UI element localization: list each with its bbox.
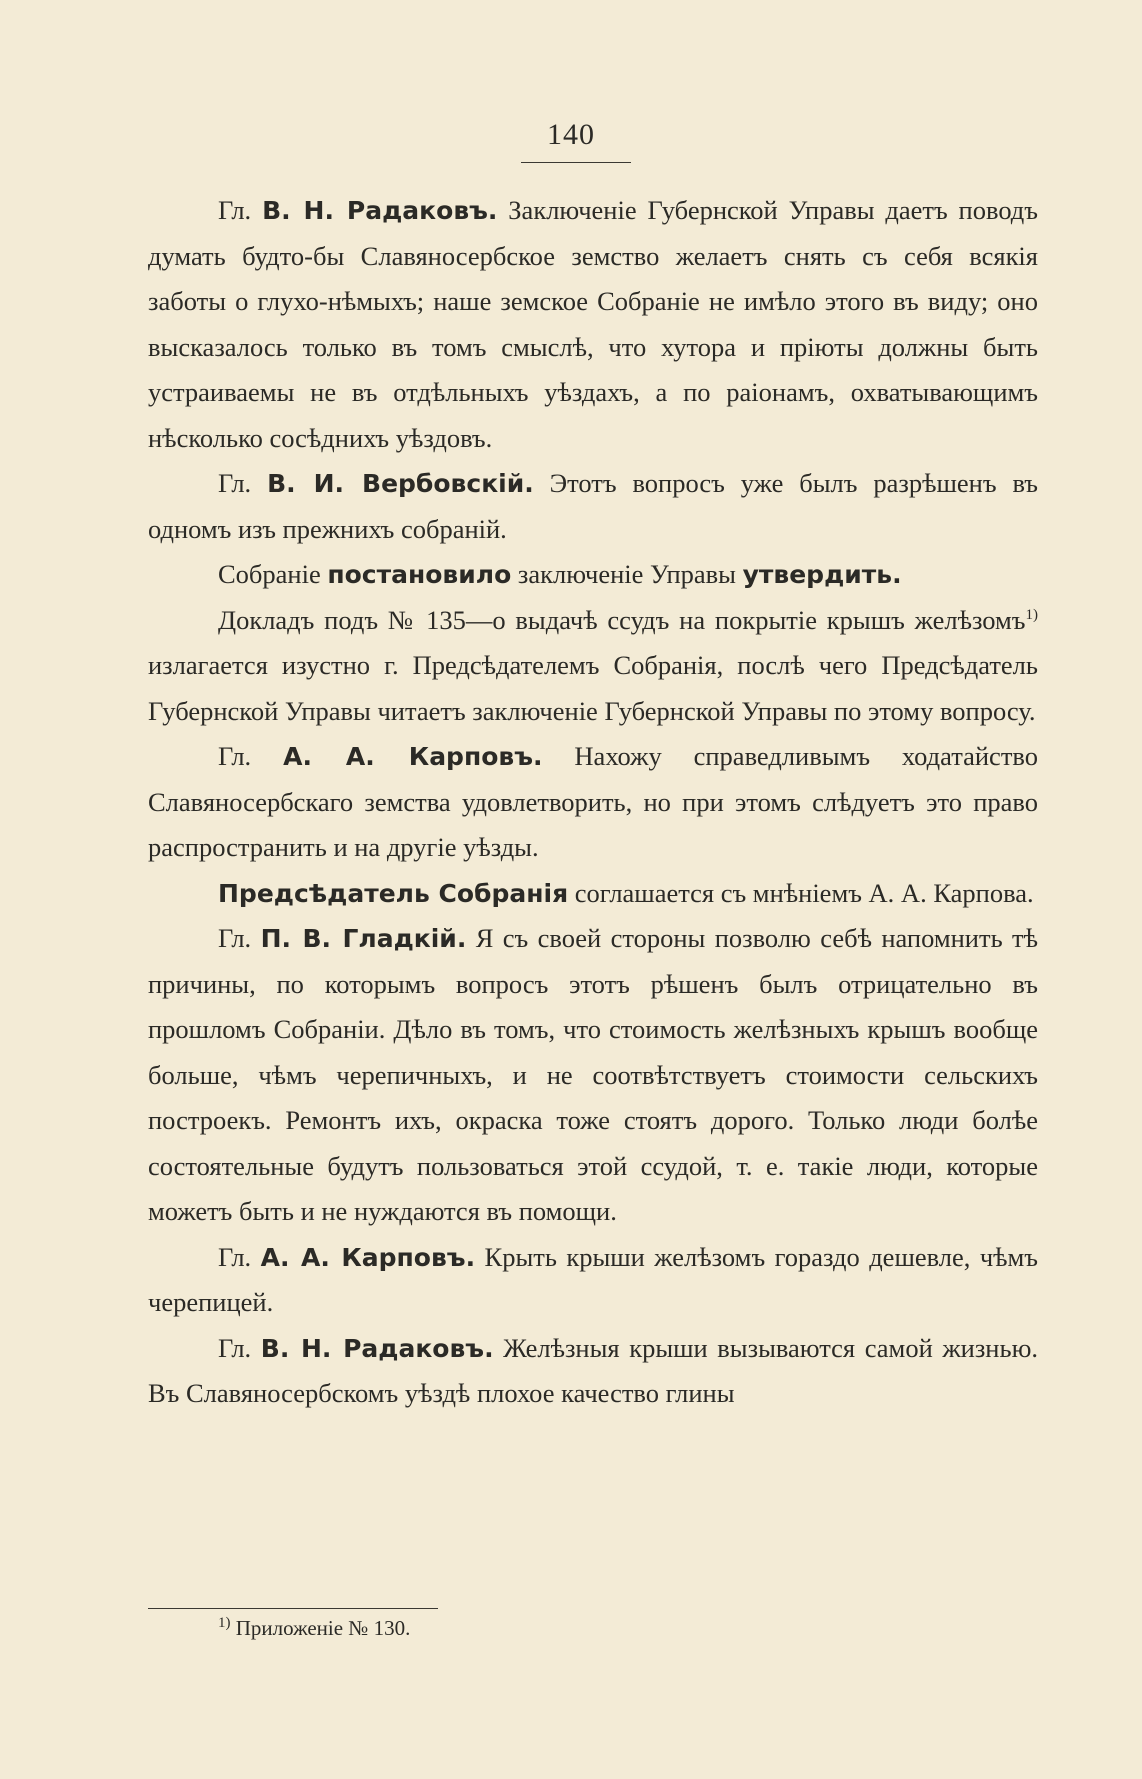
paragraph-text: Заключеніе Губернской Управы даетъ поводъ думать будто-бы Славяносербское земство желаетъ снять съ себя всякія заботы о глухо-нѣмыхъ; наше земское Собраніе не имѣло этого въ виду; оно высказалось только въ томъ смыслѣ, что хутора и пріюты должны быть устраиваемы не въ отдѣльныхъ уѣздахъ, а по раіонамъ, охватывающимъ нѣсколько сосѣднихъ уѣздовъ. bbox=[148, 195, 1038, 453]
speaker-name: А. А. Карповъ. bbox=[260, 1242, 476, 1272]
speaker-prefix: Гл. bbox=[218, 468, 252, 498]
footnote bbox=[218, 1613, 410, 1643]
footnote-text: Приложеніе № 130. bbox=[230, 1616, 411, 1640]
paragraph-text: Докладъ подъ № 135—о выдачѣ ссудъ на покрытіе крышъ желѣзомъ bbox=[218, 604, 1026, 635]
page-number-rule bbox=[521, 162, 631, 163]
speaker-prefix: Гл. bbox=[218, 923, 252, 953]
paragraph-report-135 bbox=[148, 598, 1038, 735]
paragraph-radakov-1 bbox=[148, 188, 1038, 461]
bold-word-approve: утвердить. bbox=[742, 560, 902, 589]
paragraph-text: соглашается съ мнѣніемъ А. А. Карпова. bbox=[568, 877, 1034, 908]
paragraph-chairman bbox=[148, 871, 1038, 917]
paragraph-verbovsky bbox=[148, 461, 1038, 552]
paragraph-text: Этотъ вопросъ уже былъ разрѣшенъ въ одномъ изъ прежнихъ собраній. bbox=[148, 468, 1038, 544]
page-number: 140 bbox=[547, 118, 595, 151]
speaker-prefix: Гл. bbox=[218, 1241, 252, 1272]
paragraph-resolution bbox=[148, 552, 1038, 598]
paragraph-karpov-2 bbox=[148, 1235, 1038, 1326]
body-text bbox=[148, 188, 1038, 1417]
paragraph-text: Я съ своей стороны позволю себѣ напомнить тѣ причины, по которымъ вопросъ этотъ рѣшенъ былъ отрицательно въ прошломъ Собраніи. Дѣло въ томъ, что стоимость желѣзныхъ крышъ вообще больше, чѣмъ черепичныхъ, и не соотвѣтствуетъ стоимости сельскихъ построекъ. Ремонтъ ихъ, окраска тоже стоятъ дорого. Только люди болѣе состоятельные будутъ пользоваться этой ссудой, т. е. такіе люди, которые можетъ быть и не нуждаются въ помощи. bbox=[148, 923, 1039, 1226]
paragraph-karpov-1 bbox=[148, 734, 1038, 871]
paragraph-text: излагается изустно г. Предсѣдателемъ Собранія, послѣ чего Предсѣдатель Губернской Управы читаетъ заключеніе Губернской Управы по этому вопросу. bbox=[148, 650, 1038, 726]
paragraph-gladky bbox=[148, 916, 1038, 1235]
paragraph-text: Нахожу справедливымъ ходатайство Славяносербскаго земства удовлетворить, но при этомъ слѣдуетъ это право распространить и на другіе уѣзды. bbox=[148, 741, 1038, 862]
paragraph-text: заключеніе Управы bbox=[511, 559, 743, 589]
speaker-prefix: Гл. bbox=[218, 195, 252, 225]
speaker-name: В. Н. Радаковъ. bbox=[260, 1333, 494, 1363]
footnote-rule bbox=[148, 1608, 438, 1609]
paragraph-text: Желѣзныя крыши вызываются самой жизнью. Въ Славяносербскомъ уѣздѣ плохое качество глины bbox=[148, 1332, 1038, 1408]
footnote-reference: 1) bbox=[1025, 606, 1038, 623]
speaker-prefix: Гл. bbox=[218, 1332, 252, 1363]
speaker-name: Предсѣдатель Собранія bbox=[218, 878, 569, 908]
bold-word-resolved: постановило bbox=[327, 560, 512, 589]
speaker-name: А. А. Карповъ. bbox=[283, 742, 543, 771]
paragraph-radakov-2 bbox=[148, 1326, 1038, 1417]
speaker-name: В. И. Вербовскій. bbox=[267, 469, 534, 498]
speaker-prefix: Гл. bbox=[218, 741, 252, 771]
speaker-name: П. В. Гладкій. bbox=[260, 924, 467, 953]
paragraph-text: Собраніе bbox=[218, 559, 328, 589]
paragraph-text: Крыть крыши желѣзомъ гораздо дешевле, чѣмъ черепицей. bbox=[148, 1241, 1039, 1317]
footnote-mark: 1) bbox=[218, 1615, 231, 1631]
speaker-name: В. Н. Радаковъ. bbox=[262, 196, 498, 225]
